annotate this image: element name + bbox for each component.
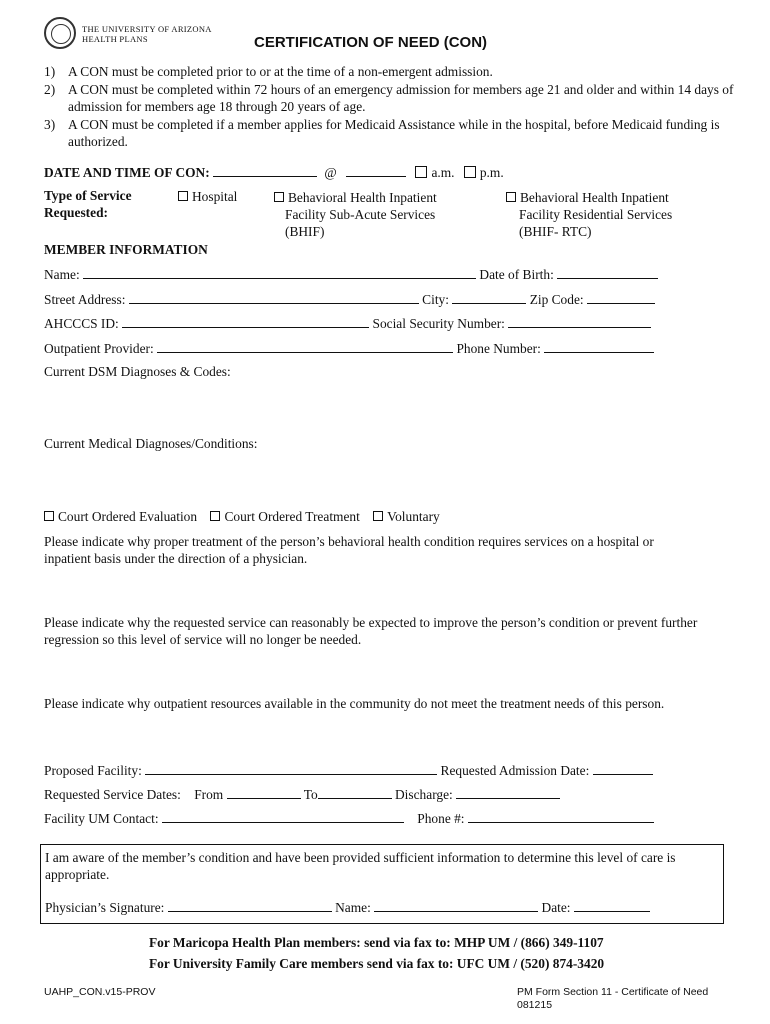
voluntary-label: Voluntary (387, 509, 440, 524)
voluntary-checkbox[interactable] (373, 511, 383, 521)
bhif-rtc-option[interactable] (506, 189, 672, 240)
service-type-label-line1: Type of Service (44, 188, 132, 203)
org-name-line1: THE UNIVERSITY OF ARIZONA (82, 24, 212, 34)
court-eval-checkbox[interactable] (44, 511, 54, 521)
attestation-text (45, 849, 676, 883)
list-item-text: A CON must be completed if a member applies for Medicaid Assistance while in the hospital, before Medicaid funding is authorized. (68, 117, 720, 149)
list-item-number: 3) (44, 117, 56, 132)
physician-name-label: Name: (335, 900, 371, 915)
address-row (44, 291, 655, 308)
form-section-line2: 081215 (517, 999, 553, 1011)
list-item-text: A CON must be completed prior to or at the time of a non-emergent admission. (68, 64, 493, 79)
form-id: UAHP_CON.v15-PROV (44, 986, 156, 998)
am-checkbox[interactable] (415, 166, 427, 178)
provider-row (44, 340, 654, 357)
proposed-facility-field[interactable] (145, 762, 437, 775)
service-dates-row (44, 786, 560, 803)
fax-mhp: For Maricopa Health Plan members: send via fax to: MHP UM / (866) 349-1107 (149, 935, 604, 950)
con-date-field[interactable] (213, 164, 317, 177)
bhif-rtc-checkbox[interactable] (506, 192, 516, 202)
ssn-field[interactable] (508, 315, 651, 328)
to-label: To (303, 787, 318, 802)
signature-date-field[interactable] (574, 899, 650, 912)
um-contact-field[interactable] (162, 810, 404, 823)
ssn-label: Social Security Number: (372, 316, 505, 331)
list-item (44, 116, 734, 150)
provider-field[interactable] (157, 340, 453, 353)
hospital-option[interactable] (178, 189, 237, 205)
name-row (44, 266, 658, 283)
form-section (517, 986, 708, 1012)
attestation-text-line1: I am aware of the member’s condition and have been provided sufficient information to determine this level of care is (45, 850, 676, 865)
court-treat-label: Court Ordered Treatment (224, 509, 360, 524)
list-item-number: 2) (44, 82, 56, 97)
signature-label: Physician’s Signature: (45, 900, 165, 915)
id-row (44, 315, 651, 332)
question-outpatient: Please indicate why outpatient resources available in the community do not meet the treatment needs of this person. (44, 696, 665, 711)
requirements-list (44, 63, 734, 151)
pm-label: p.m. (479, 165, 504, 180)
dsm-label: Current DSM Diagnoses & Codes: (44, 364, 231, 379)
attestation-text-line2: appropriate. (45, 867, 110, 882)
dob-label: Date of Birth: (479, 267, 554, 282)
um-contact-label: Facility UM Contact: (44, 811, 159, 826)
street-label: Street Address: (44, 292, 126, 307)
question-inpatient-line2: inpatient basis under the direction of a physician. (44, 551, 308, 566)
medical-label: Current Medical Diagnoses/Conditions: (44, 436, 258, 451)
university-seal-logo (44, 17, 76, 49)
discharge-label: Discharge: (395, 787, 453, 802)
phone-label: Phone Number: (456, 341, 541, 356)
admission-date-field[interactable] (593, 762, 653, 775)
org-name (82, 24, 212, 44)
list-item-text: A CON must be completed within 72 hours of an emergency admission for members age 21 and older and within 14 days of admission for members age 18 through 20 years of age. (68, 82, 734, 114)
question-improvement-line1: Please indicate why the requested service can reasonably be expected to improve the person’s condition or prevent further (44, 615, 698, 630)
admission-date-label: Requested Admission Date: (440, 763, 590, 778)
question-inpatient-line1: Please indicate why proper treatment of the person’s behavioral health condition requires services on a hospital or (44, 534, 654, 549)
order-type-row (44, 509, 440, 525)
bhif-label-line2: Facility Sub-Acute Services (285, 207, 436, 222)
to-date-field[interactable] (318, 786, 392, 799)
service-type-label-line2: Requested: (44, 205, 108, 220)
at-symbol: @ (324, 165, 337, 180)
question-improvement (44, 614, 697, 648)
question-improvement-line2: regression so this level of service will no longer be needed. (44, 632, 362, 647)
signature-row (45, 899, 650, 916)
signature-date-label: Date: (541, 900, 571, 915)
facility-phone-field[interactable] (468, 810, 654, 823)
form-section-line1: PM Form Section 11 - Certificate of Need (517, 986, 709, 998)
date-time-row (44, 164, 504, 181)
org-name-line2: HEALTH PLANS (82, 34, 148, 44)
phone-field[interactable] (544, 340, 654, 353)
bhif-rtc-label-line2: Facility Residential Services (519, 207, 673, 222)
zip-field[interactable] (587, 291, 655, 304)
city-field[interactable] (452, 291, 526, 304)
bhif-label-line3: (BHIF) (285, 224, 325, 239)
page-title: CERTIFICATION OF NEED (CON) (254, 34, 488, 51)
list-item-number: 1) (44, 64, 56, 79)
court-treat-checkbox[interactable] (210, 511, 220, 521)
name-label: Name: (44, 267, 80, 282)
signature-field[interactable] (168, 899, 332, 912)
from-date-field[interactable] (227, 786, 301, 799)
service-dates-label: Requested Service Dates: (44, 787, 181, 802)
ahcccs-label: AHCCCS ID: (44, 316, 119, 331)
fax-ufc: For University Family Care members send via fax to: UFC UM / (520) 874-3420 (149, 956, 605, 971)
facility-row (44, 762, 653, 779)
provider-label: Outpatient Provider: (44, 341, 154, 356)
question-inpatient (44, 533, 654, 567)
list-item (44, 63, 734, 80)
bhif-option[interactable] (274, 189, 437, 240)
bhif-rtc-label-line1: Behavioral Health Inpatient (520, 190, 669, 205)
hospital-checkbox[interactable] (178, 191, 188, 201)
member-info-heading: MEMBER INFORMATION (44, 242, 208, 257)
from-label: From (194, 787, 224, 802)
zip-label: Zip Code: (529, 292, 584, 307)
am-label: a.m. (431, 165, 455, 180)
proposed-facility-label: Proposed Facility: (44, 763, 142, 778)
service-type-label (44, 187, 132, 221)
um-contact-row (44, 810, 654, 827)
pm-checkbox[interactable] (464, 166, 476, 178)
bhif-label-line1: Behavioral Health Inpatient (288, 190, 437, 205)
street-field[interactable] (129, 291, 419, 304)
con-time-field[interactable] (346, 164, 406, 177)
hospital-label: Hospital (192, 189, 238, 204)
facility-phone-label: Phone #: (417, 811, 465, 826)
ahcccs-field[interactable] (122, 315, 369, 328)
dob-field[interactable] (557, 266, 658, 279)
discharge-date-field[interactable] (456, 786, 560, 799)
court-eval-label: Court Ordered Evaluation (58, 509, 198, 524)
member-name-field[interactable] (83, 266, 476, 279)
physician-name-field[interactable] (374, 899, 538, 912)
bhif-rtc-label-line3: (BHIF- RTC) (519, 224, 592, 239)
city-label: City: (422, 292, 449, 307)
date-time-label: DATE AND TIME OF CON: (44, 165, 210, 180)
bhif-checkbox[interactable] (274, 192, 284, 202)
list-item (44, 81, 734, 115)
